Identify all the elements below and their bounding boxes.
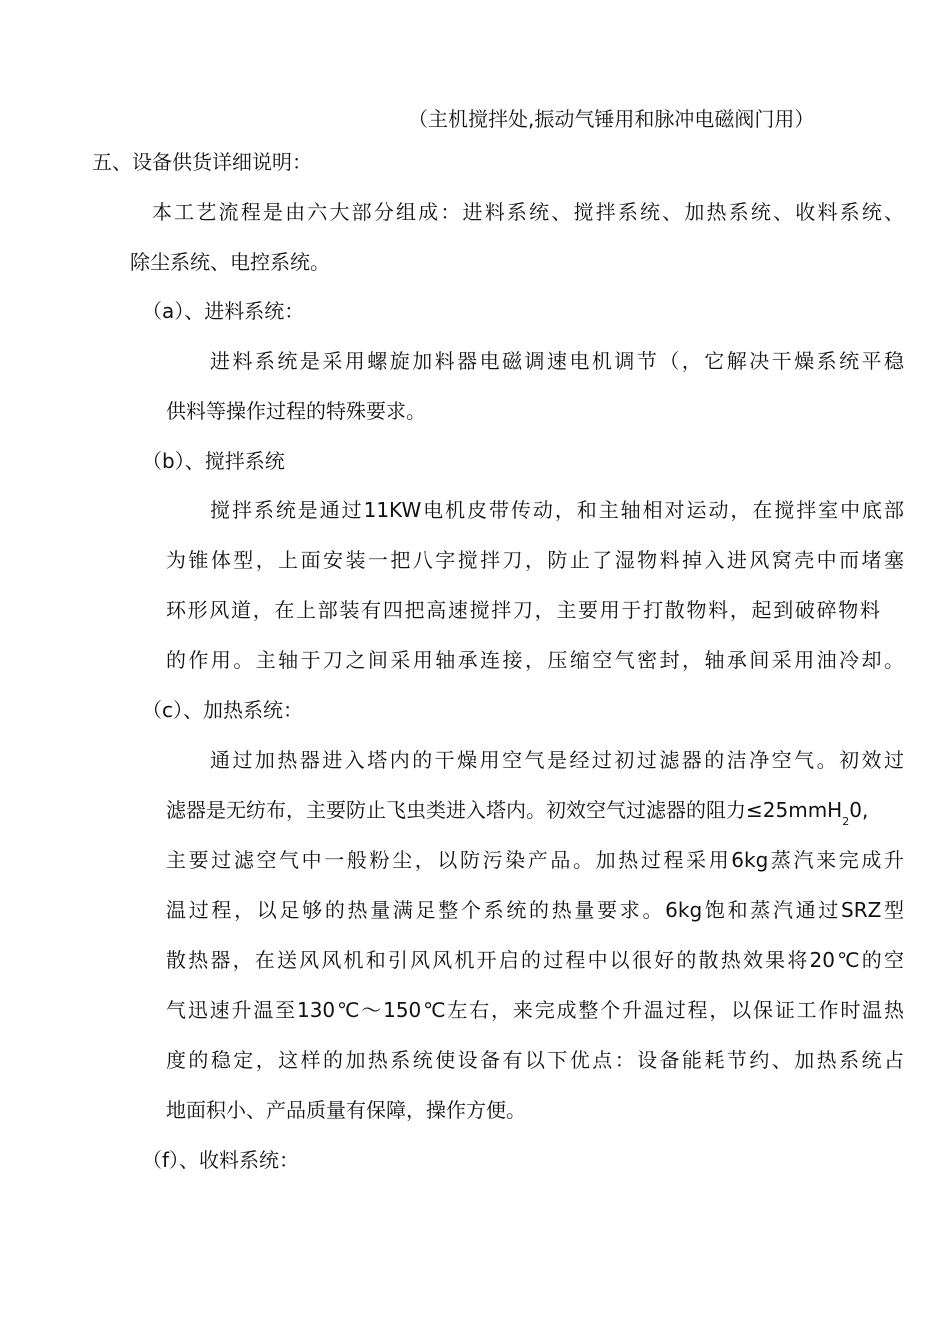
- paragraph-line: 地面积小、产品质量有保障，操作方便。: [166, 1098, 526, 1122]
- formula-text: 滤器是无纺布，主要防止飞虫类进入塔内。初效空气过滤器的阻力≤25mmH: [166, 798, 843, 822]
- paragraph-line: 进料系统是采用螺旋加料器电磁调速电机调节（，它解决干燥系统平稳: [210, 349, 904, 373]
- paragraph-line: 主要过滤空气中一般粉尘，以防污染产品。加热过程采用6kg蒸汽来完成升: [166, 848, 904, 872]
- subsection-heading: （c）、加热系统：: [142, 698, 303, 722]
- paragraph-line: 搅拌系统是通过11KW电机皮带传动，和主轴相对运动，在搅拌室中底部: [210, 498, 904, 522]
- paragraph-line: 除尘系统、电控系统。: [130, 250, 330, 274]
- paragraph-line: 通过加热器进入塔内的干燥用空气是经过初过滤器的洁净空气。初效过: [210, 748, 904, 772]
- paragraph-line: 温过程，以足够的热量满足整个系统的热量要求。6kg饱和蒸汽通过SRZ型: [166, 898, 904, 922]
- paragraph-line: 供料等操作过程的特殊要求。: [166, 399, 426, 423]
- subsection-heading: （a）、进料系统：: [142, 299, 305, 323]
- subsection-heading: （b）、搅拌系统: [142, 449, 285, 473]
- paragraph-line: 的作用。主轴于刀之间采用轴承连接，压缩空气密封，轴承间采用油冷却。: [166, 648, 904, 672]
- section-heading: 五、设备供货详细说明：: [92, 150, 312, 174]
- note-line: （主机搅拌处,振动气锤用和脉冲电磁阀门用）: [408, 107, 815, 131]
- paragraph-line-formula: [166, 797, 868, 827]
- paragraph-line: 环形风道，在上部装有四把高速搅拌刀，主要用于打散物料，起到破碎物料: [166, 598, 880, 622]
- paragraph-line: 气迅速升温至130℃～150℃左右，来完成整个升温过程，以保证工作时温热: [166, 998, 904, 1022]
- formula-text-end: 0,: [849, 798, 869, 822]
- subscript-two: 2: [842, 815, 850, 828]
- paragraph-line: 度的稳定，这样的加热系统使设备有以下优点：设备能耗节约、加热系统占: [166, 1048, 904, 1072]
- paragraph-line: 散热器，在送风风机和引风风机开启的过程中以很好的散热效果将20℃的空: [166, 948, 904, 972]
- paragraph-line: 为锥体型，上面安装一把八字搅拌刀，防止了湿物料掉入进风窝壳中而堵塞: [166, 548, 904, 572]
- paragraph-line: 本工艺流程是由六大部分组成：进料系统、搅拌系统、加热系统、收料系统、: [152, 200, 904, 224]
- subsection-heading: （f）、收料系统：: [142, 1148, 300, 1172]
